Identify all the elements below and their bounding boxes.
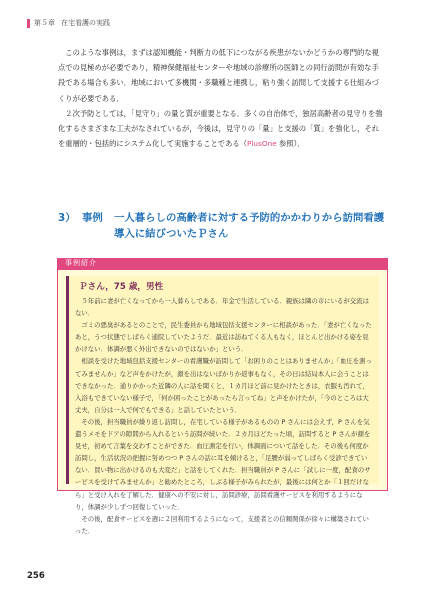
case-paragraph: 相談を受けた地域包括支援センターの看護職が訪問して「お困りのことはありませんか」「血圧を測ってみませんか」など声をかけたが，顔を出はないばかりか返事もなく，その日は結局本人に会うことはできなかった．通りかかった近隣の人に話を聞くと，１カ月ほど前に見かけたときは，衣服も汚れて，入浴もできていない様子で，「何か困ったことがあったら言ってね」と声をかけたが，「今のところは大丈夫，自分は一人で何でもできる」と話していたという．: [75, 357, 372, 414]
body-text: [58, 45, 386, 151]
paragraph-2: ２次予防としては，「見守り」の量と質が重要となる．多くの自治体で，独居高齢者の見守りを強化するさまざまな工夫がなされているが，今後は，見守りの「量」と支援の「質」を強化し，それを重層的・包括的にシステム化して実施することである（PlusOne 参照）．: [58, 108, 383, 149]
section-label: 事例: [82, 212, 103, 224]
case-paragraph: ゴミの悪臭があるとのことで，民生委員から地域包括支援センターに相談があった．「妻が亡くなったあと，うつ状態でしばらく通院していたようだ．最近は訪ねてくる人もなく，ほとんど出かける姿を見かけない．体調が悪く外出できないのではないか」という．: [75, 321, 372, 354]
chapter-title: 在宅看護の実践: [61, 19, 110, 27]
page-number: 256: [27, 571, 45, 581]
paragraph-1: このような事例は，まずは認知機能・判断力の低下につながる疾患がないかどうかの専門的な視点での見極めが必要であり，精神保健福祉センターや地域の診療所の医師との同行訪問が有効な手段である場合も多い．地域において多機関・多職種と連携し，粘り強く訪問して支援する仕組みづくりが必要である．: [58, 48, 379, 103]
section-title-line-2: 導入に結びついたＰさん: [114, 228, 229, 240]
case-inner: [66, 276, 379, 535]
running-header: [27, 18, 110, 28]
plusone-link[interactable]: PlusOne: [247, 139, 277, 149]
chapter-number: 第５章: [34, 19, 55, 27]
section-heading: [58, 210, 388, 242]
section-number: 3）: [58, 212, 76, 224]
header-accent-bar: [27, 19, 30, 28]
case-text: [75, 295, 373, 537]
case-box: [57, 269, 388, 535]
case-paragraph: その後，担当職員が繰り返し訪問し，在宅している様子があるものの P さんには会えず，P さんを気遣うメモをドアの隙間から入れるという訪問が続いた．２カ月ほどたった頃，訪問すると P さんが顔を見せ，初めて言葉を交わすことができた．血圧測定を行い，体調面について話をした．その後も何度か訪問し，生活状況の把握に努めつつ P さんの話に耳を傾けると，「足腰が弱ってしばらく受診できていない．買い物に出かけるのも大変だ」と話をしてくれた．担当職員が P さんに「試しに一度，配食のサービスを受けてみませんか」と勧めたところ，しぶる様子がみられたが，最後には何とか「１回だけなら」と受け入れを了解した．健康への不安に対し，訪問診療，訪問看護サービスを利用するようになり，体調が少しずつ回復していった．: [75, 417, 371, 511]
case-header: 事例紹介: [57, 258, 388, 269]
case-paragraph: その後，配食サービスを週に２回利用するようになって，支援者との信頼関係が徐々に構築されていった．: [75, 514, 369, 535]
section-title-line-1: 一人暮らしの高齢者に対する予防的かかわりから訪問看護: [114, 212, 385, 224]
case-paragraph: ５年前に妻が亡くなってから一人暮らしである．年金で生活している．親族は隣の市にいるが交流はない．: [75, 297, 369, 318]
case-title: Ｐさん，75 歳，男性: [79, 282, 164, 292]
